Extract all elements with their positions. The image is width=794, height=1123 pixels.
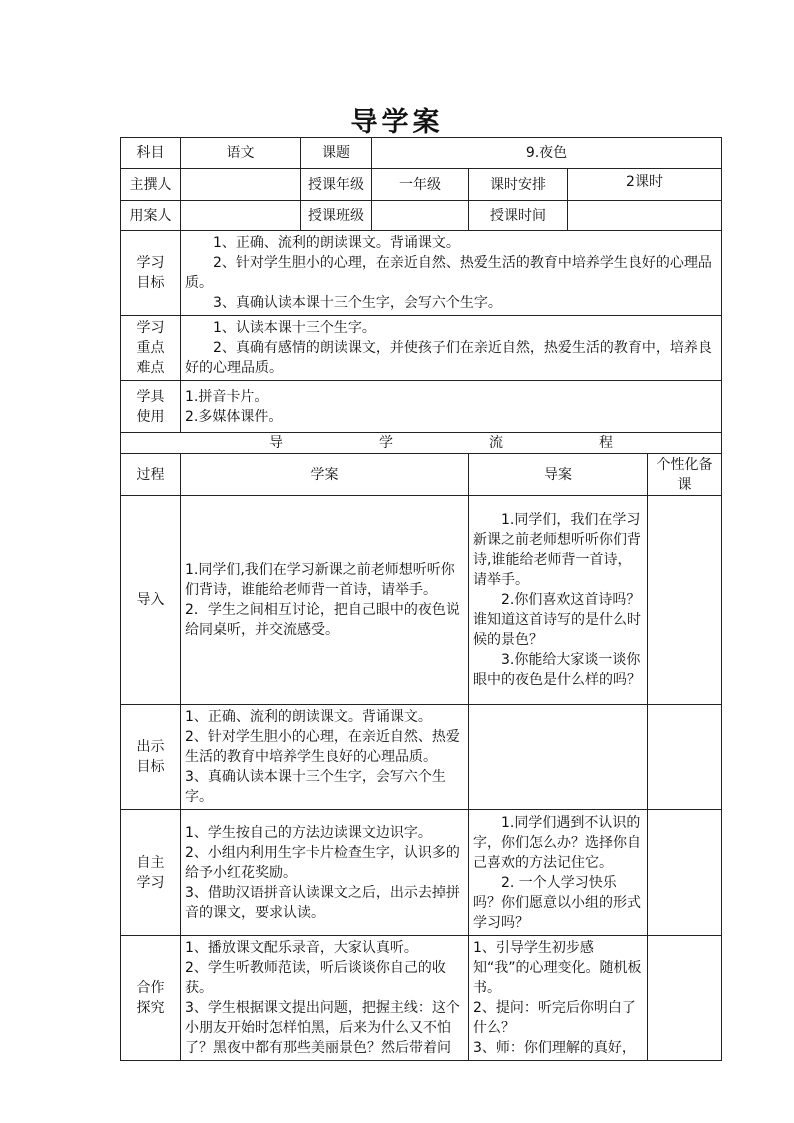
study-item: 3、真确认读本课十三个生字，会写六个生字。 [185, 769, 446, 805]
study-item: 1、正确、流利的朗读课文。背诵课文。 [185, 709, 432, 725]
process-header: 过程 [121, 454, 181, 496]
class-label: 授课班级 [301, 201, 372, 231]
topic-value: 9.夜色 [372, 138, 722, 169]
author-value [181, 169, 301, 201]
grade-label: 授课年级 [301, 169, 372, 201]
time-value [568, 201, 722, 231]
personal-cell [648, 705, 722, 810]
flow-title [121, 433, 722, 454]
guide-cell [469, 810, 648, 936]
guide-cell [469, 936, 648, 1061]
class-value [372, 201, 469, 231]
lesson-plan-table [120, 137, 722, 1061]
table-row [121, 810, 722, 936]
guide-item: 2. 一个人学习快乐吗？你们愿意以小组的形式学习吗？ [473, 874, 641, 931]
key-point-item: 2、真确有感情的朗读课文，并使孩子们在亲近自然，热爱生活的教育中，培养良好的心理品质。 [185, 340, 712, 376]
study-item: 2．学生之间相互讨论，把自己眼中的夜色说给同桌听，并交流感受。 [185, 602, 460, 638]
personal-cell [648, 936, 722, 1061]
table-row [121, 936, 722, 1061]
process-cell: 出示目标 [121, 705, 181, 810]
tools-content [181, 381, 722, 433]
study-item: 3、借助汉语拼音认读课文之后，出示去掉拼音的课文，要求认读。 [185, 884, 460, 921]
flow-title-char: 流 [489, 435, 503, 451]
guide-item: 3.你能给大家谈一谈你眼中的夜色是什么样的吗？ [473, 652, 641, 688]
study-item: 1、学生按自己的方法边读课文边识字。 [185, 824, 432, 841]
subject-label: 科目 [121, 138, 181, 169]
guide-item: 1、引导学生初步感知“我”的心理变化。随机板书。 [473, 940, 642, 996]
author-label: 主撰人 [121, 169, 181, 201]
flow-title-char: 学 [379, 435, 393, 451]
guide-item: 1.同学们遇到不认识的字，你们怎么办？选择你自己喜欢的方法记住它。 [473, 814, 641, 871]
study-item: 1、播放课文配乐录音，大家认真听。 [185, 940, 418, 956]
study-item: 1.同学们,我们在学习新课之前老师想听听你们背诗，谁能给老师背一首诗，请举手。 [185, 562, 455, 598]
guide-cell [469, 496, 648, 705]
hours-value: 2课时 [568, 169, 722, 201]
personal-cell [648, 810, 722, 936]
tool-item: 2.多媒体课件。 [185, 408, 283, 425]
study-cell [181, 810, 469, 936]
user-value [181, 201, 301, 231]
tools-label: 学具使用 [121, 381, 181, 433]
goal-item: 3、真确认读本课十三个生字，会写六个生字。 [213, 295, 502, 311]
table-row [121, 705, 722, 810]
goals-label: 学习目标 [121, 231, 181, 316]
key-point-item: 1、认读本课十三个生字。 [213, 320, 376, 336]
guide-item: 2、提问：听完后你明白了什么？ [473, 1000, 636, 1036]
study-item: 2、小组内利用生字卡片检查生字，认识多的给予小红花奖励。 [185, 844, 460, 881]
key-points-content [181, 316, 722, 381]
goal-item: 2、针对学生胆小的心理，在亲近自然、热爱生活的教育中培养学生良好的心理品质。 [185, 255, 712, 291]
personal-cell [648, 496, 722, 705]
process-cell: 合作探究 [121, 936, 181, 1061]
study-cell [181, 936, 469, 1061]
table-row [121, 496, 722, 705]
guide-item: 3、师：你们理解的真好， [473, 1040, 636, 1056]
personal-header: 个性化备课 [648, 454, 722, 496]
process-cell: 自主学习 [121, 810, 181, 936]
study-header: 学案 [181, 454, 469, 496]
study-cell [181, 496, 469, 705]
study-cell [181, 705, 469, 810]
hours-label: 课时安排 [469, 169, 568, 201]
flow-title-char: 导 [269, 435, 283, 451]
topic-label: 课题 [301, 138, 372, 169]
grade-value: 一年级 [372, 169, 469, 201]
time-label: 授课时间 [469, 201, 568, 231]
key-points-label: 学习重点难点 [121, 316, 181, 381]
user-label: 用案人 [121, 201, 181, 231]
study-item: 3、学生根据课文提出问题，把握主线：这个小朋友开始时怎样怕黑，后来为什么又不怕了？黑夜中都有那些美丽景色？然后带着问 [185, 1000, 460, 1056]
study-item: 2、学生听教师范读，听后谈谈你自己的收获。 [185, 960, 446, 996]
goals-content [181, 231, 722, 316]
page-title: 导学案 [350, 107, 444, 138]
guide-header: 导案 [469, 454, 648, 496]
subject-value: 语文 [181, 138, 301, 169]
flow-title-char: 程 [599, 435, 613, 451]
guide-item: 2.你们喜欢这首诗吗？谁知道这首诗写的是什么时候的景色？ [473, 592, 641, 648]
tool-item: 1.拼音卡片。 [185, 388, 269, 405]
study-item: 2、针对学生胆小的心理，在亲近自然、热爱生活的教育中培养学生良好的心理品质。 [185, 729, 460, 765]
process-cell: 导入 [121, 496, 181, 705]
guide-item: 1.同学们，我们在学习新课之前老师想听听你们背诗,谁能给老师背一首诗，请举手。 [473, 512, 641, 588]
guide-cell [469, 705, 648, 810]
goal-item: 1、正确、流利的朗读课文。背诵课文。 [213, 235, 460, 251]
